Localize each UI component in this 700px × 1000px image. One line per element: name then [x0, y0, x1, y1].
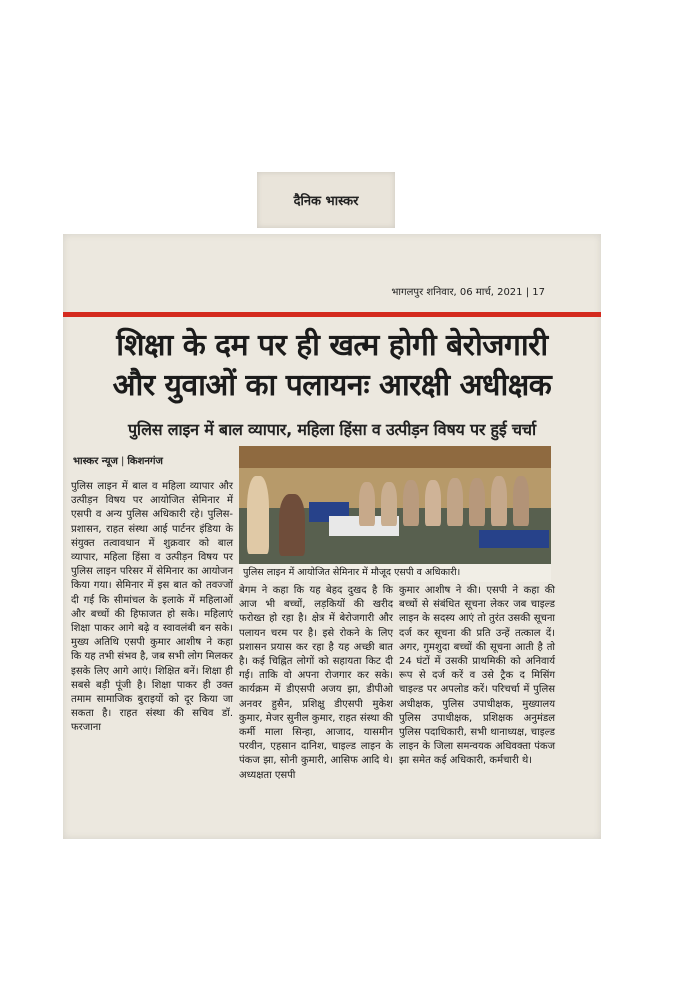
column-2-text: बेगम ने कहा कि यह बेहद दुखद है कि आज भी बच्चों, लड़कियों की खरीद फरोख्त हो रहा है। क्षेत्र में बेरोजगारी और पलायन चरम पर है। इसे रोकने के लिए प्रशासन प्रयास कर रहा है यह अच्छी बात है। कई चिह्नित लोगों को सहायता किट दी गई। ताकि वो अपना रोजगार कर सके। कार्यक्रम में डीएसपी अजय झा, डीपीओ अनवर हुसैन, प्रशिक्षु डीएसपी मुकेश कुमार, मेजर सुनील कुमार, राहत संस्था की कर्मी माला सिन्हा, आजाद, यासमीन परवीन, एहसान दानिश, चाइल्ड लाइन के पंकज झा, सोनी कुमारी, आसिफ आदि थे। अध्यक्षता एसपी	[239, 585, 393, 781]
headline-line-2: और युवाओं का पलायनः आरक्षी अधीक्षक	[112, 368, 552, 403]
article-column-2	[239, 584, 393, 783]
article-column-3	[399, 584, 555, 769]
subheadline: पुलिस लाइन में बाल व्यापार, महिला हिंसा व उत्पीड़न विषय पर हुई चर्चा	[128, 420, 536, 439]
dateline: भागलपुर शनिवार, 06 मार्च, 2021 | 17	[391, 287, 545, 298]
red-rule-divider	[63, 312, 601, 317]
byline: भास्कर न्यूज | किशनगंज	[73, 456, 163, 467]
column-3-text: कुमार आशीष ने की। एसपी ने कहा की बच्चों से संबंधित सूचना लेकर जब चाइल्ड लाइन के सदस्य आएं तो तुरंत उसकी सूचना दर्ज कर सूचना की प्रति उन्हें तत्काल दें। अगर, गुमशुदा बच्चों की सूचना आती है तो 24 घंटों में उसकी प्राथमिकी को अनिवार्य रूप से दर्ज करें व उसे ट्रैक द मिसिंग चाइल्ड पर अपलोड करें। परिचर्चा में पुलिस अधीक्षक, पुलिस उपाधीक्षक, मुख्यालय पुलिस उपाधीक्षक, प्रशिक्षक अनुमंडल पुलिस पदाधिकारी, सभी थानाध्यक्ष, चाइल्ड लाइन के जिला समन्वयक अधिवक्ता पंकज झा समेत कई अधिकारी, कर्मचारी थे।	[399, 585, 555, 767]
headline-line-1: शिक्षा के दम पर ही खत्म होगी बेरोजगारी	[116, 328, 548, 363]
newspaper-masthead: दैनिक भास्कर	[293, 194, 359, 209]
byline-source: भास्कर न्यूज	[73, 456, 118, 467]
seminar-photo	[239, 446, 551, 564]
article-column-1	[71, 480, 233, 736]
byline-place: किशनगंज	[127, 456, 163, 467]
column-1-text: पुलिस लाइन में बाल व महिला व्यापार और उत्पीड़न विषय पर आयोजित सेमिनार में एसपी व अन्य पुलिस अधिकारी रहे। पुलिस-प्रशासन, राहत संस्था आई पार्टनर इंडिया के संयुक्त तत्वावधान में शुक्रवार को बाल व्यापार, महिला हिंसा व उत्पीड़न विषय पर पुलिस लाइन परिसर में सेमिनार का आयोजन किया गया। सेमिनार में इस बात को तवज्जों दी गई कि सीमांचल के इलाके में महिलाओं और बच्चों की हिफाजत हो सके। महिलाएं शिक्षा पाकर आगे बढ़े व स्वावलंबी बन सके। मुख्य अतिथि एसपी कुमार आशीष ने कहा कि यह तभी संभव है, जब सभी लोग मिलकर इसके लिए आगे आएं। शिक्षित बनें। शिक्षा ही सबसे बड़ी पूंजी है। शिक्षा पाकर ही उक्त तमाम सामाजिक बुराइयों को दूर किया जा सकता है। राहत संस्था की सचिव डॉ. फरजाना	[71, 481, 233, 734]
photo-caption: पुलिस लाइन में आयोजित सेमिनार में मौजूद एसपी व अधिकारी।	[239, 564, 551, 582]
article-clipping	[63, 234, 601, 839]
headline	[71, 326, 593, 406]
masthead-clipping	[257, 172, 395, 228]
